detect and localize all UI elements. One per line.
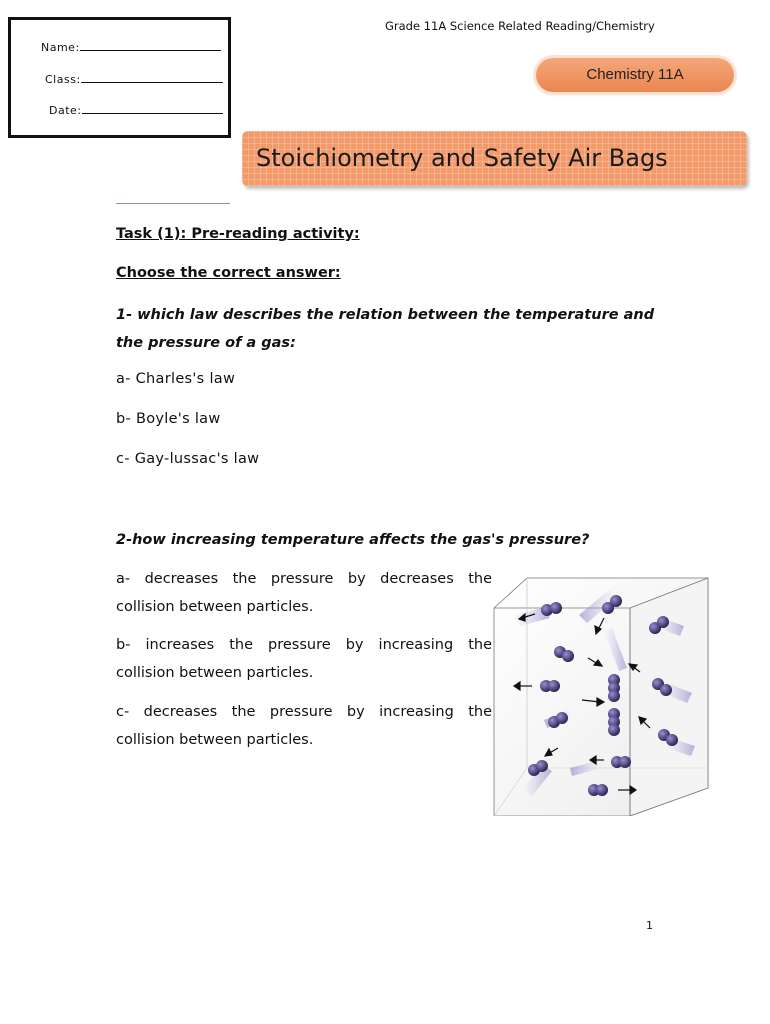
question-1-option-a[interactable]: a- Charles's law [116,371,236,387]
class-field[interactable] [81,71,223,83]
task-heading: Task (1): Pre-reading activity: [116,226,360,242]
class-label: Class: [45,73,81,86]
course-header: Grade 11A Science Related Reading/Chemistry [385,19,655,33]
question-2-prompt: 2-how increasing temperature affects the gas's pressure? [116,532,590,548]
gas-particles-figure [492,568,718,816]
question-2-option-a[interactable]: a- decreases the pressure by decreases the collision between particles. [116,571,492,615]
name-line [41,39,221,54]
date-label: Date: [49,104,82,117]
question-1-option-b[interactable]: b- Boyle's law [116,411,221,427]
question-1-option-c[interactable]: c- Gay-lussac's law [116,451,260,467]
question-2-option-b[interactable]: b- increases the pressure by increasing the collision between particles. [116,637,492,681]
divider [116,203,230,204]
class-line [45,71,223,86]
name-label: Name: [41,41,80,54]
student-info-box [8,17,231,138]
name-field[interactable] [80,39,221,51]
course-badge: Chemistry 11A [536,58,734,92]
question-1-prompt: 1- which law describes the relation between the temperature and the pressure of a gas: [116,307,655,351]
instruction-heading: Choose the correct answer: [116,265,341,281]
page-number: 1 [646,919,653,932]
date-line [49,102,223,117]
page-title: Stoichiometry and Safety Air Bags [242,131,747,186]
question-2-option-c[interactable]: c- decreases the pressure by increasing the collision between particles. [116,704,492,748]
date-field[interactable] [82,102,223,114]
